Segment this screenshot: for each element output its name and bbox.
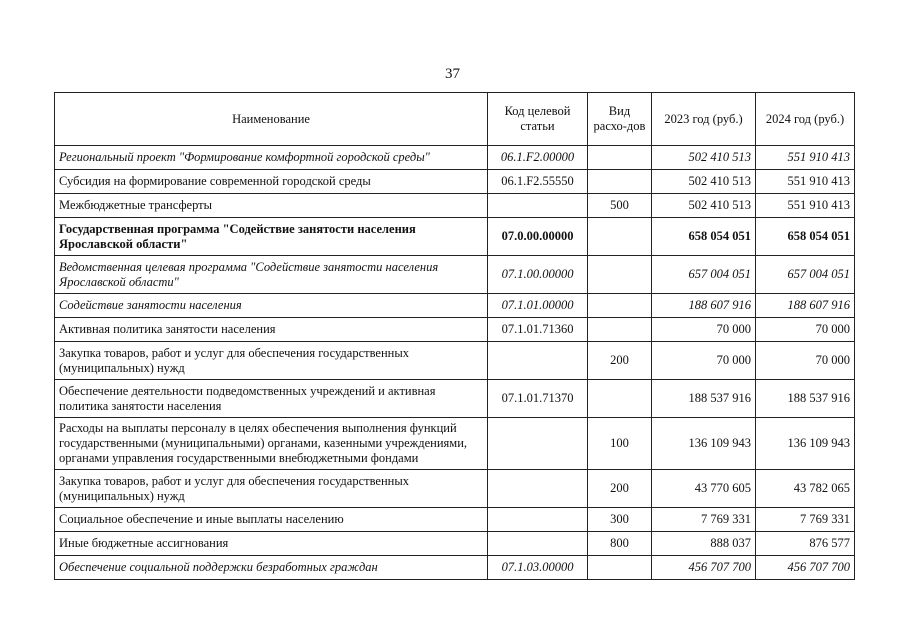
row-2024: 136 109 943 (756, 418, 855, 470)
table-row (55, 418, 855, 470)
row-code (488, 342, 588, 380)
row-2023: 456 707 700 (652, 556, 756, 580)
row-kind (588, 556, 652, 580)
row-code: 07.1.03.00000 (488, 556, 588, 580)
row-2023: 502 410 513 (652, 170, 756, 194)
row-2023: 502 410 513 (652, 194, 756, 218)
row-name: Расходы на выплаты персоналу в целях обеспечения выполнения функций государственными (муниципальными) органами, казенными учреждениями, органами управления государственными внебюджетными фондами (55, 418, 488, 470)
row-code: 07.1.00.00000 (488, 256, 588, 294)
row-2024: 188 537 916 (756, 380, 855, 418)
row-kind (588, 318, 652, 342)
row-2023: 188 537 916 (652, 380, 756, 418)
row-2023: 502 410 513 (652, 146, 756, 170)
row-2024: 551 910 413 (756, 194, 855, 218)
row-code (488, 532, 588, 556)
table-row (55, 256, 855, 294)
row-name: Ведомственная целевая программа "Содействие занятости населения Ярославской области" (55, 256, 488, 294)
row-name: Содействие занятости населения (55, 294, 488, 318)
row-code: 06.1.F2.00000 (488, 146, 588, 170)
row-2024: 658 054 051 (756, 218, 855, 256)
table-row (55, 556, 855, 580)
table-row (55, 194, 855, 218)
table-row (55, 294, 855, 318)
row-code: 07.1.01.71360 (488, 318, 588, 342)
table-row (55, 218, 855, 256)
table-row (55, 532, 855, 556)
row-name: Иные бюджетные ассигнования (55, 532, 488, 556)
row-code (488, 418, 588, 470)
row-2023: 136 109 943 (652, 418, 756, 470)
row-name: Активная политика занятости населения (55, 318, 488, 342)
row-kind: 500 (588, 194, 652, 218)
row-name: Межбюджетные трансферты (55, 194, 488, 218)
row-2023: 188 607 916 (652, 294, 756, 318)
row-code (488, 194, 588, 218)
row-2024: 70 000 (756, 342, 855, 380)
row-2023: 657 004 051 (652, 256, 756, 294)
row-code (488, 470, 588, 508)
row-kind: 300 (588, 508, 652, 532)
row-2023: 70 000 (652, 342, 756, 380)
row-kind: 200 (588, 470, 652, 508)
header-2023: 2023 год (руб.) (652, 93, 756, 146)
row-2023: 888 037 (652, 532, 756, 556)
row-2024: 456 707 700 (756, 556, 855, 580)
row-code (488, 508, 588, 532)
table-row (55, 508, 855, 532)
row-2024: 43 782 065 (756, 470, 855, 508)
row-name: Социальное обеспечение и иные выплаты населению (55, 508, 488, 532)
header-kind: Вид расхо-дов (588, 93, 652, 146)
row-2024: 657 004 051 (756, 256, 855, 294)
table-row (55, 380, 855, 418)
row-name: Региональный проект "Формирование комфортной городской среды" (55, 146, 488, 170)
row-kind (588, 256, 652, 294)
header-2024: 2024 год (руб.) (756, 93, 855, 146)
row-name: Обеспечение деятельности подведомственных учреждений и активная политика занятости населения (55, 380, 488, 418)
row-2024: 551 910 413 (756, 170, 855, 194)
table-row (55, 170, 855, 194)
row-kind (588, 218, 652, 256)
table-row (55, 146, 855, 170)
row-kind (588, 380, 652, 418)
row-code: 07.0.00.00000 (488, 218, 588, 256)
row-kind (588, 146, 652, 170)
row-kind: 100 (588, 418, 652, 470)
row-kind (588, 294, 652, 318)
row-code: 07.1.01.71370 (488, 380, 588, 418)
row-2023: 658 054 051 (652, 218, 756, 256)
page-number: 37 (445, 66, 460, 82)
row-name: Государственная программа "Содействие занятости населения Ярославской области" (55, 218, 488, 256)
row-2024: 876 577 (756, 532, 855, 556)
table-header-row (55, 93, 855, 146)
header-name: Наименование (55, 93, 488, 146)
row-2023: 43 770 605 (652, 470, 756, 508)
budget-table (54, 92, 855, 580)
row-2024: 7 769 331 (756, 508, 855, 532)
row-code: 06.1.F2.55550 (488, 170, 588, 194)
table-row (55, 342, 855, 380)
row-name: Закупка товаров, работ и услуг для обеспечения государственных (муниципальных) нужд (55, 342, 488, 380)
table-row (55, 318, 855, 342)
table-row (55, 470, 855, 508)
row-2024: 70 000 (756, 318, 855, 342)
row-name: Субсидия на формирование современной городской среды (55, 170, 488, 194)
row-kind (588, 170, 652, 194)
row-name: Закупка товаров, работ и услуг для обеспечения государственных (муниципальных) нужд (55, 470, 488, 508)
row-name: Обеспечение социальной поддержки безработных граждан (55, 556, 488, 580)
row-2023: 7 769 331 (652, 508, 756, 532)
header-code: Код целевой статьи (488, 93, 588, 146)
row-kind: 200 (588, 342, 652, 380)
row-code: 07.1.01.00000 (488, 294, 588, 318)
row-2024: 188 607 916 (756, 294, 855, 318)
row-kind: 800 (588, 532, 652, 556)
row-2024: 551 910 413 (756, 146, 855, 170)
row-2023: 70 000 (652, 318, 756, 342)
